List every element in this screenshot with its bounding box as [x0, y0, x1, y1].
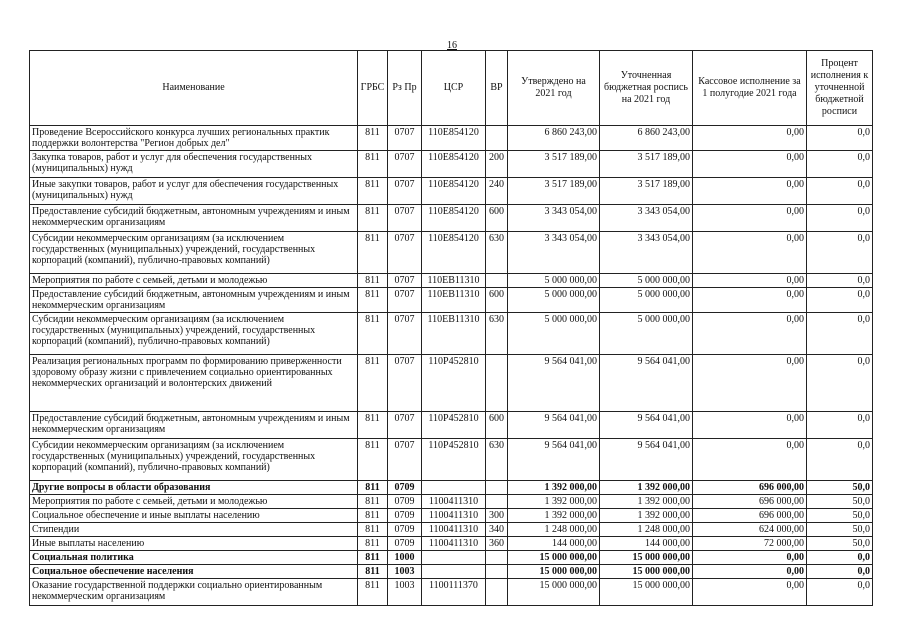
cell-rzpr: 1003 — [388, 565, 422, 579]
table-row — [30, 509, 873, 523]
cell-grbs: 811 — [358, 178, 388, 205]
cell-approved: 1 392 000,00 — [508, 481, 600, 495]
cell-approved: 9 564 041,00 — [508, 439, 600, 481]
cell-percent: 50,0 — [807, 481, 873, 495]
cell-approved: 3 343 054,00 — [508, 205, 600, 232]
header-percent: Процент исполнения к уточненной бюджетной росписи — [807, 51, 873, 126]
header-row — [30, 51, 873, 126]
cell-refined: 3 517 189,00 — [600, 178, 693, 205]
cell-cash: 0,00 — [693, 551, 807, 565]
cell-percent: 0,0 — [807, 151, 873, 178]
cell-name: Закупка товаров, работ и услуг для обеспечения государственных (муниципальных) нужд — [30, 151, 358, 178]
cell-vr: 630 — [486, 232, 508, 274]
cell-name: Оказание государственной поддержки социально ориентированным некоммерческим организациям — [30, 579, 358, 606]
cell-vr — [486, 579, 508, 606]
cell-percent: 0,0 — [807, 579, 873, 606]
cell-name: Другие вопросы в области образования — [30, 481, 358, 495]
cell-name: Социальная политика — [30, 551, 358, 565]
cell-csr — [422, 551, 486, 565]
cell-rzpr: 0707 — [388, 151, 422, 178]
cell-grbs: 811 — [358, 232, 388, 274]
header-grbs: ГРБС — [358, 51, 388, 126]
cell-vr: 600 — [486, 205, 508, 232]
cell-name: Мероприятия по работе с семьей, детьми и молодежью — [30, 495, 358, 509]
cell-rzpr: 0707 — [388, 412, 422, 439]
table-row — [30, 523, 873, 537]
cell-rzpr: 0709 — [388, 509, 422, 523]
cell-refined: 15 000 000,00 — [600, 579, 693, 606]
cell-grbs: 811 — [358, 579, 388, 606]
cell-name: Мероприятия по работе с семьей, детьми и молодежью — [30, 274, 358, 288]
cell-refined: 9 564 041,00 — [600, 412, 693, 439]
table-row — [30, 412, 873, 439]
cell-rzpr: 0707 — [388, 178, 422, 205]
cell-refined: 5 000 000,00 — [600, 274, 693, 288]
cell-csr: 110P452810 — [422, 412, 486, 439]
cell-refined: 9 564 041,00 — [600, 355, 693, 412]
cell-percent: 0,0 — [807, 126, 873, 151]
cell-rzpr: 0707 — [388, 126, 422, 151]
cell-percent: 0,0 — [807, 551, 873, 565]
table-row — [30, 126, 873, 151]
cell-csr: 1100411310 — [422, 523, 486, 537]
cell-csr: 1100411310 — [422, 509, 486, 523]
cell-approved: 9 564 041,00 — [508, 355, 600, 412]
cell-rzpr: 1000 — [388, 551, 422, 565]
cell-grbs: 811 — [358, 551, 388, 565]
cell-cash: 0,00 — [693, 439, 807, 481]
cell-refined: 6 860 243,00 — [600, 126, 693, 151]
cell-cash: 624 000,00 — [693, 523, 807, 537]
cell-rzpr: 0707 — [388, 232, 422, 274]
table-body — [30, 126, 873, 606]
cell-refined: 1 392 000,00 — [600, 481, 693, 495]
cell-rzpr: 0709 — [388, 537, 422, 551]
cell-percent: 0,0 — [807, 205, 873, 232]
cell-rzpr: 0707 — [388, 274, 422, 288]
cell-name: Стипендии — [30, 523, 358, 537]
cell-percent: 0,0 — [807, 565, 873, 579]
cell-refined: 1 392 000,00 — [600, 495, 693, 509]
cell-cash: 0,00 — [693, 355, 807, 412]
table-row — [30, 151, 873, 178]
cell-name: Иные закупки товаров, работ и услуг для обеспечения государственных (муниципальных) нужд — [30, 178, 358, 205]
cell-percent: 0,0 — [807, 178, 873, 205]
cell-percent: 0,0 — [807, 274, 873, 288]
table-row — [30, 579, 873, 606]
cell-cash: 696 000,00 — [693, 495, 807, 509]
cell-vr — [486, 565, 508, 579]
header-name: Наименование — [30, 51, 358, 126]
cell-vr — [486, 274, 508, 288]
cell-vr — [486, 355, 508, 412]
cell-percent: 0,0 — [807, 355, 873, 412]
cell-grbs: 811 — [358, 288, 388, 313]
cell-name: Социальное обеспечение населения — [30, 565, 358, 579]
cell-name: Предоставление субсидий бюджетным, автономным учреждениям и иным некоммерческим организациям — [30, 412, 358, 439]
cell-grbs: 811 — [358, 126, 388, 151]
cell-approved: 3 517 189,00 — [508, 151, 600, 178]
cell-percent: 0,0 — [807, 313, 873, 355]
cell-name: Предоставление субсидий бюджетным, автономным учреждениям и иным некоммерческим организациям — [30, 288, 358, 313]
cell-grbs: 811 — [358, 537, 388, 551]
cell-rzpr: 0709 — [388, 481, 422, 495]
cell-csr: 110E854120 — [422, 232, 486, 274]
cell-vr: 360 — [486, 537, 508, 551]
cell-cash: 0,00 — [693, 565, 807, 579]
cell-csr: 110E854120 — [422, 178, 486, 205]
cell-vr: 600 — [486, 288, 508, 313]
cell-refined: 3 343 054,00 — [600, 205, 693, 232]
header-cash: Кассовое исполнение за 1 полугодие 2021 года — [693, 51, 807, 126]
table-row — [30, 551, 873, 565]
cell-approved: 3 343 054,00 — [508, 232, 600, 274]
cell-vr: 630 — [486, 313, 508, 355]
cell-vr: 200 — [486, 151, 508, 178]
cell-name: Субсидии некоммерческим организациям (за исключением государственных (муниципальных) учреждений, государственных корпораций (компаний), публично-правовых компаний) — [30, 439, 358, 481]
cell-name: Социальное обеспечение и иные выплаты населению — [30, 509, 358, 523]
cell-name: Субсидии некоммерческим организациям (за исключением государственных (муниципальных) учреждений, государственных корпораций (компаний), публично-правовых компаний) — [30, 232, 358, 274]
cell-cash: 0,00 — [693, 579, 807, 606]
cell-csr: 110E854120 — [422, 126, 486, 151]
cell-grbs: 811 — [358, 439, 388, 481]
cell-grbs: 811 — [358, 274, 388, 288]
cell-name: Реализация региональных программ по формированию приверженности здоровому образу жизни с привлечением социально ориентированных некоммерческих организаций и волонтерских движений — [30, 355, 358, 412]
cell-vr: 340 — [486, 523, 508, 537]
header-vr: ВР — [486, 51, 508, 126]
cell-csr: 1100411310 — [422, 537, 486, 551]
table-row — [30, 205, 873, 232]
cell-percent: 50,0 — [807, 537, 873, 551]
cell-approved: 3 517 189,00 — [508, 178, 600, 205]
cell-vr: 600 — [486, 412, 508, 439]
cell-rzpr: 0709 — [388, 523, 422, 537]
cell-cash: 0,00 — [693, 412, 807, 439]
cell-cash: 0,00 — [693, 126, 807, 151]
header-rzpr: Рз Пр — [388, 51, 422, 126]
cell-rzpr: 0709 — [388, 495, 422, 509]
cell-csr: 1100411310 — [422, 495, 486, 509]
cell-approved: 5 000 000,00 — [508, 313, 600, 355]
cell-rzpr: 0707 — [388, 288, 422, 313]
table-row — [30, 439, 873, 481]
cell-refined: 15 000 000,00 — [600, 565, 693, 579]
cell-approved: 5 000 000,00 — [508, 288, 600, 313]
table-row — [30, 537, 873, 551]
table-row — [30, 565, 873, 579]
cell-rzpr: 1003 — [388, 579, 422, 606]
cell-grbs: 811 — [358, 205, 388, 232]
cell-csr: 110EB11310 — [422, 288, 486, 313]
cell-name: Субсидии некоммерческим организациям (за исключением государственных (муниципальных) учреждений, государственных корпораций (компаний), публично-правовых компаний) — [30, 313, 358, 355]
cell-name: Предоставление субсидий бюджетным, автономным учреждениям и иным некоммерческим организациям — [30, 205, 358, 232]
cell-vr: 300 — [486, 509, 508, 523]
table-row — [30, 288, 873, 313]
cell-approved: 15 000 000,00 — [508, 551, 600, 565]
cell-cash: 696 000,00 — [693, 509, 807, 523]
cell-vr — [486, 551, 508, 565]
cell-grbs: 811 — [358, 355, 388, 412]
cell-refined: 3 343 054,00 — [600, 232, 693, 274]
cell-rzpr: 0707 — [388, 205, 422, 232]
cell-percent: 50,0 — [807, 495, 873, 509]
cell-rzpr: 0707 — [388, 313, 422, 355]
cell-refined: 1 392 000,00 — [600, 509, 693, 523]
cell-csr — [422, 481, 486, 495]
cell-percent: 0,0 — [807, 232, 873, 274]
cell-approved: 1 392 000,00 — [508, 495, 600, 509]
page-number: 16 — [447, 40, 457, 51]
cell-rzpr: 0707 — [388, 439, 422, 481]
cell-refined: 5 000 000,00 — [600, 288, 693, 313]
cell-approved: 144 000,00 — [508, 537, 600, 551]
cell-refined: 3 517 189,00 — [600, 151, 693, 178]
table-row — [30, 313, 873, 355]
cell-csr: 110EB11310 — [422, 313, 486, 355]
table-header — [30, 51, 873, 126]
cell-approved: 9 564 041,00 — [508, 412, 600, 439]
header-refined: Уточненная бюджетная роспись на 2021 год — [600, 51, 693, 126]
cell-cash: 0,00 — [693, 178, 807, 205]
table-row — [30, 355, 873, 412]
cell-percent: 50,0 — [807, 509, 873, 523]
cell-approved: 6 860 243,00 — [508, 126, 600, 151]
cell-approved: 1 392 000,00 — [508, 509, 600, 523]
cell-csr: 110E854120 — [422, 151, 486, 178]
cell-cash: 0,00 — [693, 205, 807, 232]
cell-rzpr: 0707 — [388, 355, 422, 412]
cell-percent: 0,0 — [807, 439, 873, 481]
cell-refined: 1 248 000,00 — [600, 523, 693, 537]
cell-approved: 5 000 000,00 — [508, 274, 600, 288]
cell-percent: 0,0 — [807, 288, 873, 313]
header-csr: ЦСР — [422, 51, 486, 126]
cell-approved: 15 000 000,00 — [508, 579, 600, 606]
header-approved: Утверждено на 2021 год — [508, 51, 600, 126]
cell-refined: 144 000,00 — [600, 537, 693, 551]
table-row — [30, 232, 873, 274]
cell-vr: 630 — [486, 439, 508, 481]
cell-csr — [422, 565, 486, 579]
cell-grbs: 811 — [358, 495, 388, 509]
cell-grbs: 811 — [358, 565, 388, 579]
cell-refined: 15 000 000,00 — [600, 551, 693, 565]
cell-vr: 240 — [486, 178, 508, 205]
cell-grbs: 811 — [358, 412, 388, 439]
cell-refined: 5 000 000,00 — [600, 313, 693, 355]
cell-percent: 50,0 — [807, 523, 873, 537]
cell-cash: 0,00 — [693, 151, 807, 178]
table-row — [30, 274, 873, 288]
cell-csr: 110E854120 — [422, 205, 486, 232]
cell-refined: 9 564 041,00 — [600, 439, 693, 481]
budget-execution-table — [29, 50, 873, 606]
cell-approved: 15 000 000,00 — [508, 565, 600, 579]
cell-vr — [486, 126, 508, 151]
cell-cash: 696 000,00 — [693, 481, 807, 495]
table-row — [30, 481, 873, 495]
cell-grbs: 811 — [358, 313, 388, 355]
cell-grbs: 811 — [358, 509, 388, 523]
cell-grbs: 811 — [358, 523, 388, 537]
cell-grbs: 811 — [358, 481, 388, 495]
cell-csr: 1100111370 — [422, 579, 486, 606]
cell-csr: 110EB11310 — [422, 274, 486, 288]
cell-name: Иные выплаты населению — [30, 537, 358, 551]
cell-cash: 72 000,00 — [693, 537, 807, 551]
cell-cash: 0,00 — [693, 274, 807, 288]
cell-csr: 110P452810 — [422, 439, 486, 481]
cell-cash: 0,00 — [693, 313, 807, 355]
table-row — [30, 178, 873, 205]
cell-grbs: 811 — [358, 151, 388, 178]
cell-percent: 0,0 — [807, 412, 873, 439]
cell-vr — [486, 495, 508, 509]
cell-name: Проведение Всероссийского конкурса лучших региональных практик поддержки волонтерства "Регион добрых дел" — [30, 126, 358, 151]
cell-csr: 110P452810 — [422, 355, 486, 412]
cell-cash: 0,00 — [693, 232, 807, 274]
cell-approved: 1 248 000,00 — [508, 523, 600, 537]
table-row — [30, 495, 873, 509]
cell-cash: 0,00 — [693, 288, 807, 313]
cell-vr — [486, 481, 508, 495]
